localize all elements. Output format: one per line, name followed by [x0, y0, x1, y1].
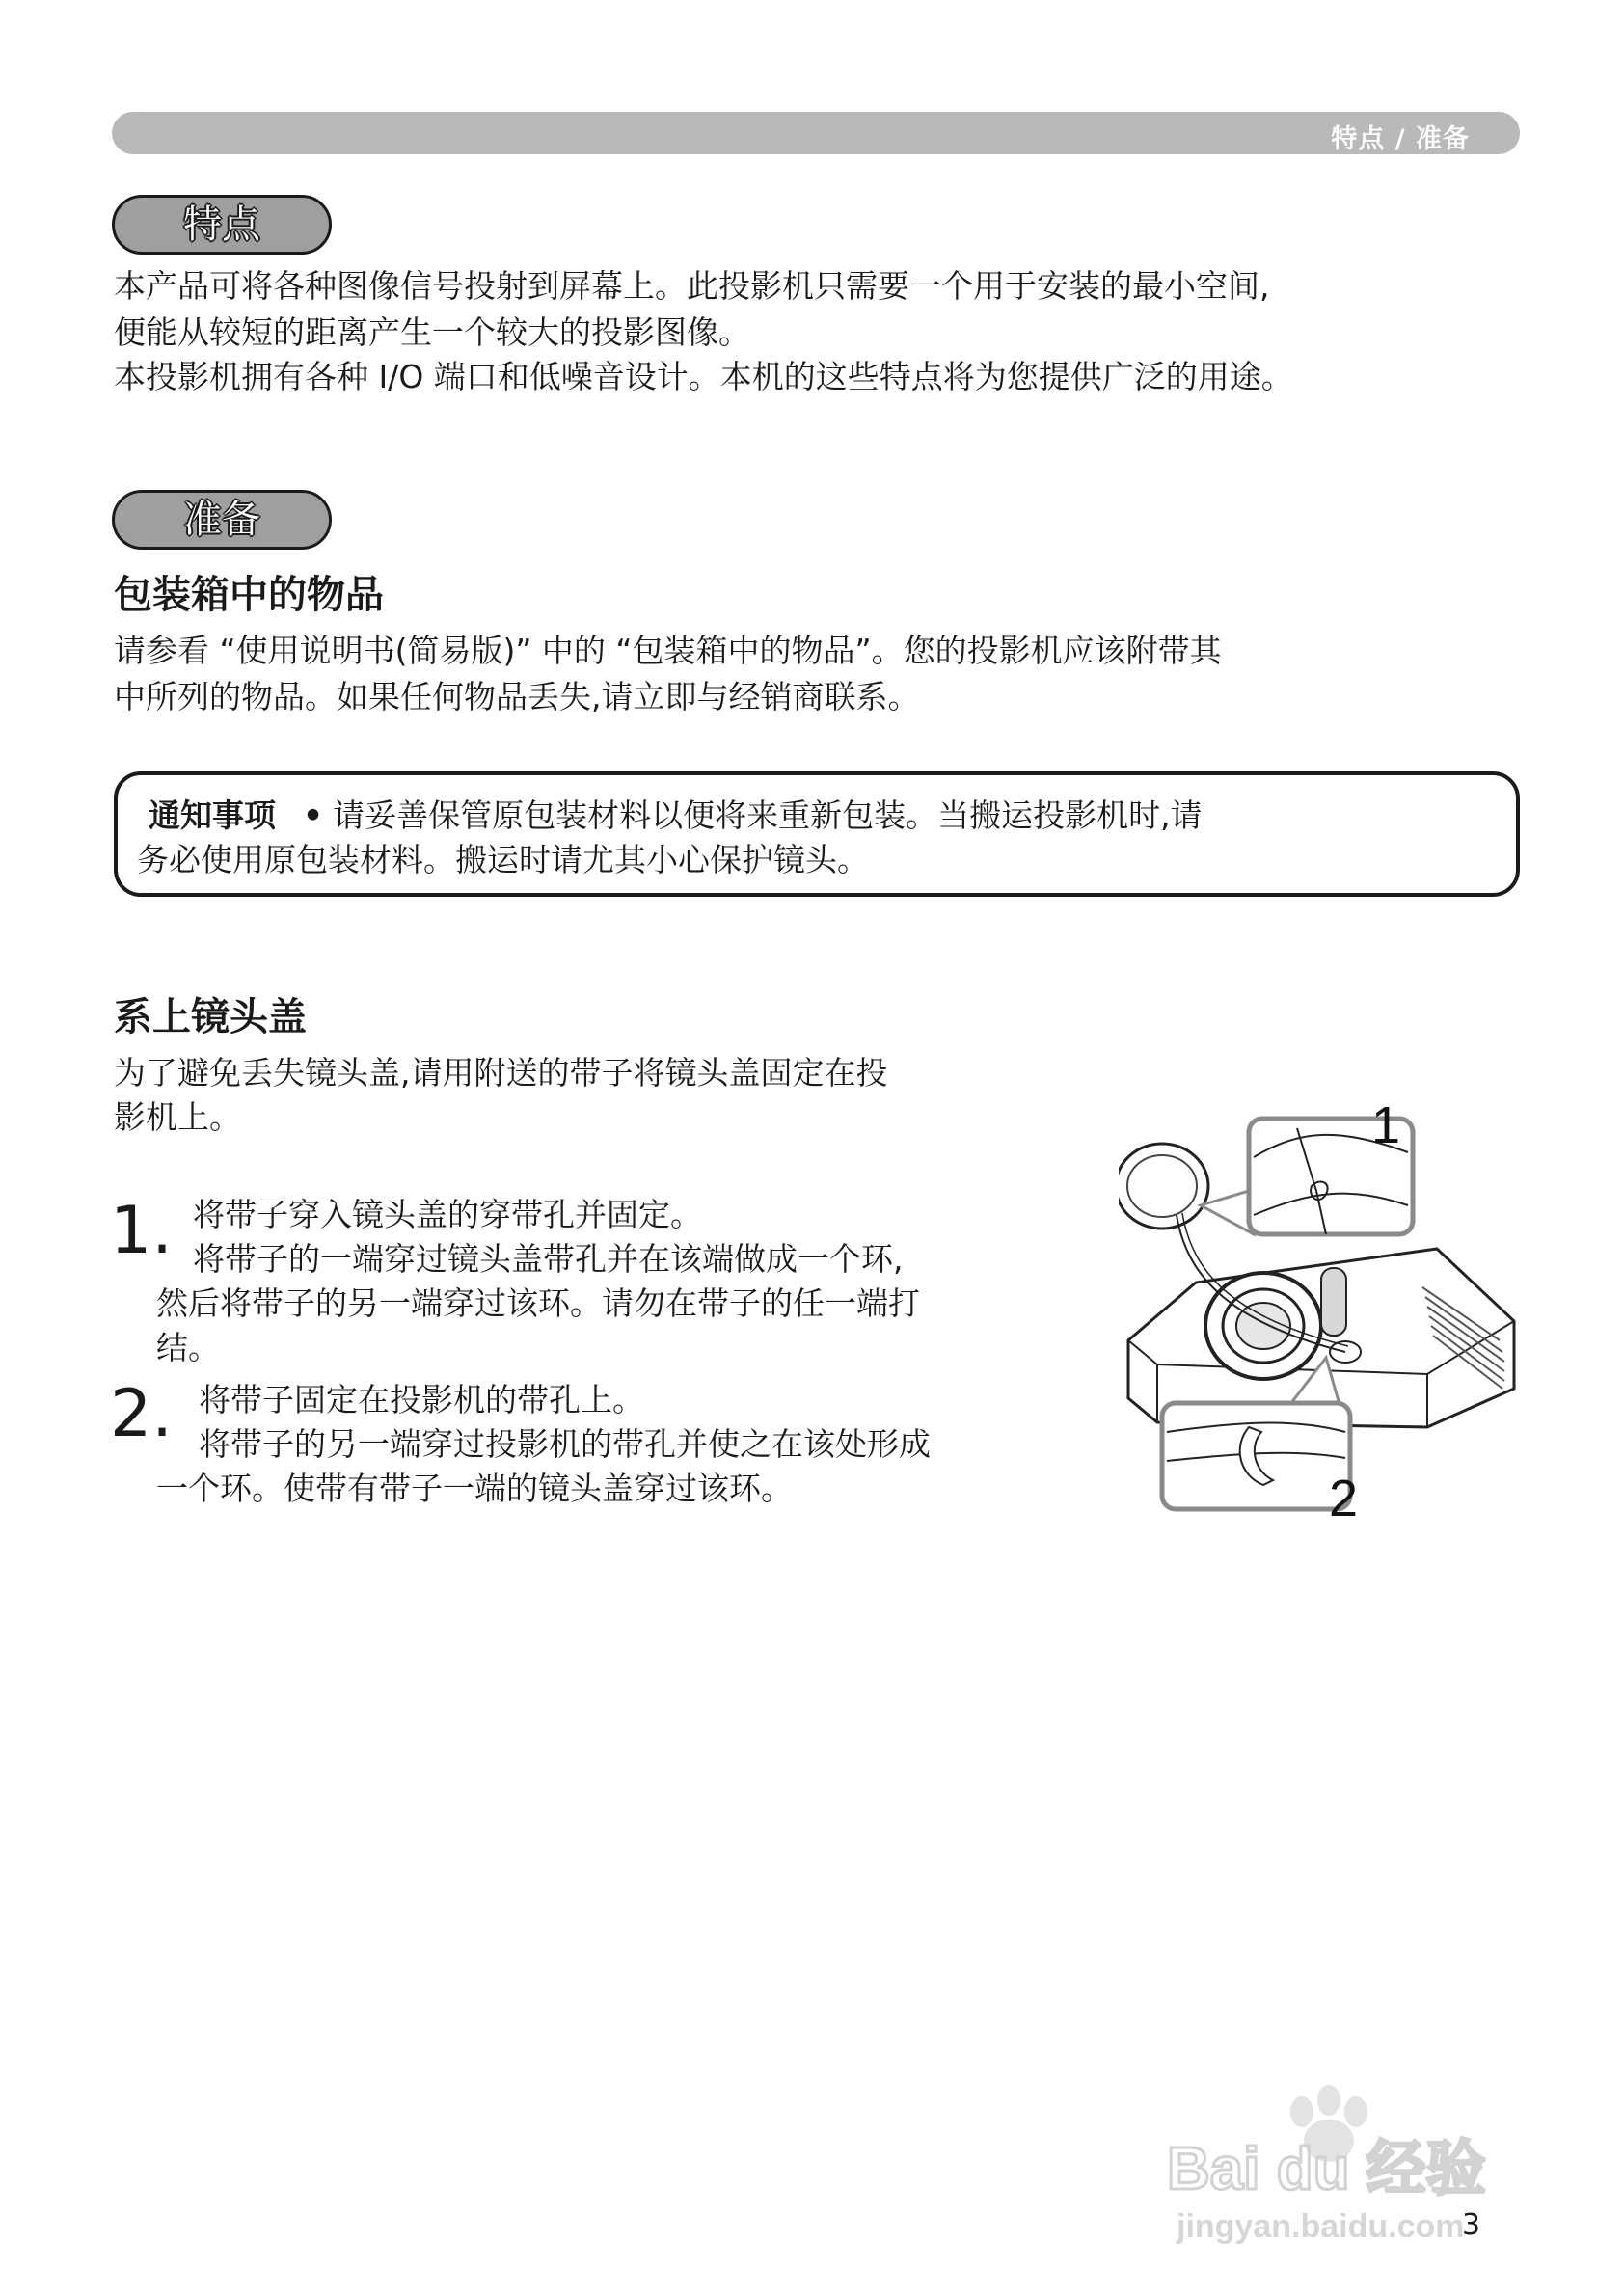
step-2-line-2: 将带子的另一端穿过投影机的带孔并使之在该处形成 — [199, 1425, 931, 1463]
preparations-tab-label: 准备 — [183, 498, 260, 542]
step-2-line-3: 一个环。使带有带子一端的镜头盖穿过该环。 — [156, 1470, 793, 1507]
watermark-brand: Bai du 经验 — [1167, 2136, 1486, 2202]
lens-cover-heading: 系上镜头盖 — [114, 995, 307, 1040]
step-1-title: 将带子穿入镜头盖的穿带孔并固定。 — [193, 1196, 702, 1233]
step-2-title: 将带子固定在投影机的带孔上。 — [199, 1381, 644, 1418]
features-tab — [112, 195, 332, 255]
baidu-jingyan-watermark — [1157, 2073, 1543, 2247]
step-1-line-4: 结。 — [156, 1329, 220, 1366]
contents-heading: 包装箱中的物品 — [114, 573, 384, 617]
step-1-number: 1. — [110, 1193, 173, 1269]
notice-bullet: • — [303, 796, 324, 834]
callout-1: 1 — [1371, 1099, 1401, 1154]
features-tab-label: 特点 — [183, 202, 260, 247]
step-1-line-3: 然后将带子的另一端穿过该环。请勿在带子的任一端打 — [156, 1284, 920, 1322]
notice-text-2: 务必使用原包装材料。搬运时请尤其小心保护镜头。 — [137, 841, 869, 878]
header-bar — [112, 112, 1520, 154]
step-2-number: 2. — [110, 1376, 173, 1452]
callout-2: 2 — [1329, 1470, 1359, 1524]
notice-box — [114, 771, 1520, 897]
features-line-1: 本产品可将各种图像信号投射到屏幕上。此投影机只需要一个用于安装的最小空间, — [114, 267, 1270, 305]
page-number: 3 — [1462, 2208, 1481, 2242]
notice-line-1 — [149, 791, 1203, 836]
header-label: 特点 / 准备 — [1331, 124, 1470, 154]
lens-intro-line-1: 为了避免丢失镜头盖,请用附送的带子将镜头盖固定在投 — [114, 1054, 888, 1092]
preparations-tab — [112, 490, 332, 550]
features-line-3: 本投影机拥有各种 I/O 端口和低噪音设计。本机的这些特点将为您提供广泛的用途。 — [114, 358, 1293, 395]
notice-label: 通知事项 — [149, 796, 276, 834]
projector-strap-illustration — [1119, 1099, 1524, 1524]
step-1-line-2: 将带子的一端穿过镜头盖带孔并在该端做成一个环, — [193, 1240, 904, 1278]
features-line-2: 便能从较短的距离产生一个较大的投影图像。 — [114, 313, 750, 351]
contents-line-2: 中所列的物品。如果任何物品丢失,请立即与经销商联系。 — [114, 678, 920, 716]
contents-line-1: 请参看 “使用说明书(简易版)” 中的 “包装箱中的物品”。您的投影机应该附带其 — [114, 632, 1222, 669]
notice-text-1: 请妥善保管原包装材料以便将来重新包装。当搬运投影机时,请 — [333, 796, 1203, 834]
watermark-url: jingyan.baidu.com — [1177, 2208, 1465, 2245]
lens-intro-line-2: 影机上。 — [114, 1098, 241, 1136]
